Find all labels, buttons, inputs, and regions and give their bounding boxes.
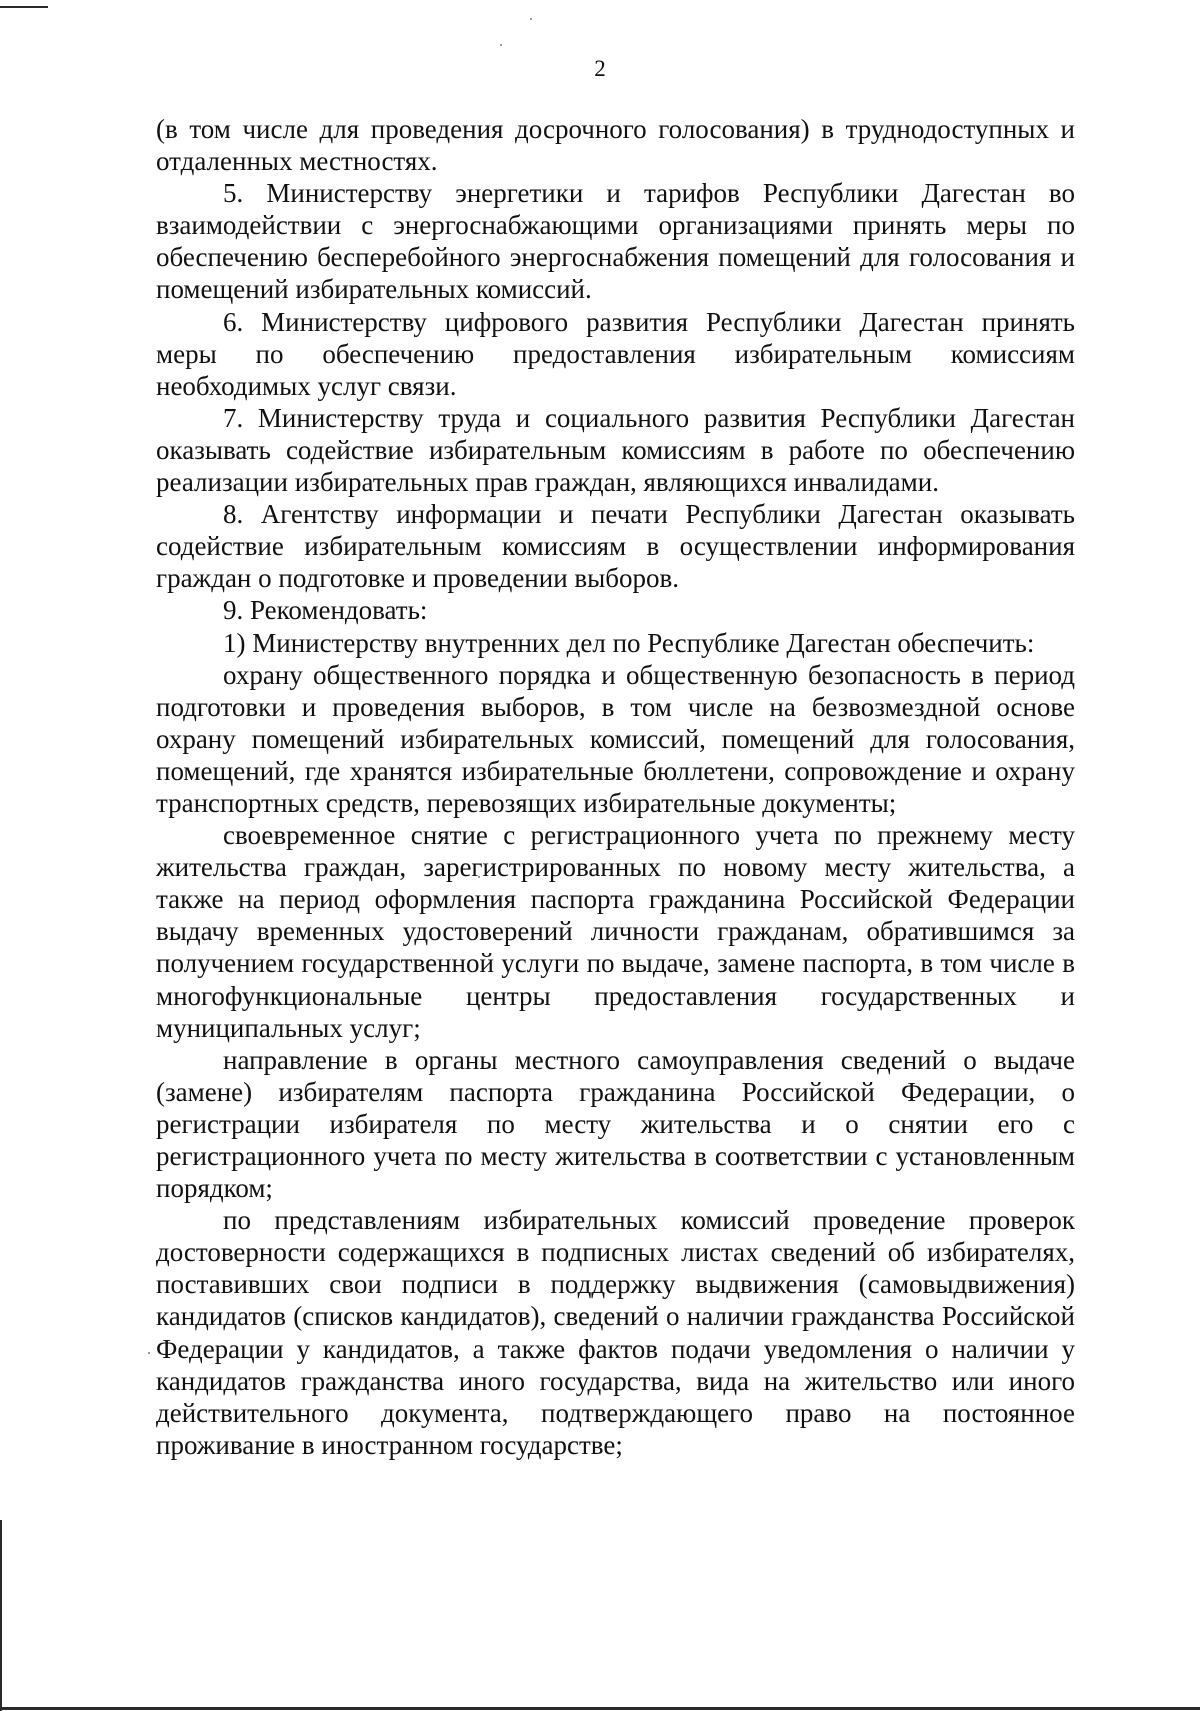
paragraph-item-7: 7. Министерству труда и социального развития Республики Дагестан оказывать содействие избирательным комиссиям в работе по обеспечению реализации избирательных прав граждан, являющихся инвалидами. bbox=[156, 402, 1075, 498]
scan-speck bbox=[500, 44, 502, 46]
document-body bbox=[156, 113, 1075, 1461]
paragraph-item-9: 9. Рекомендовать: bbox=[223, 595, 428, 626]
scan-edge-bottom bbox=[0, 1707, 1200, 1710]
paragraph: своевременное снятие с регистрационного учета по прежнему месту жительства граждан, зарегистрированных по новому месту жительства, а также на период оформления паспорта гражданина Российской Федерации выдачу временных удостоверений личности гражданам, обратившимся за получением государственной услуги по выдаче, замене паспорта, в том числе в многофункциональные центры предоставления государственных и муниципальных услуг; bbox=[156, 820, 1075, 1043]
paragraph: по представлениям избирательных комиссий проведение проверок достоверности содержащихся в подписных листах сведений об избирателях, поставивших свои подписи в поддержку выдвижения (самовыдвижения) кандидатов (списков кандидатов), сведений о наличии гражданства Российской Федерации у кандидатов, а также фактов подачи уведомления о наличии у кандидатов гражданства иного государства, вида на жительство или иного действительного документа, подтверждающего право на постоянное проживание в иностранном государстве; bbox=[156, 1205, 1075, 1460]
scan-speck bbox=[148, 1352, 150, 1354]
paragraph-item-5: 5. Министерству энергетики и тарифов Республики Дагестан во взаимодействии с энергоснабжающими организациями принять меры по обеспечению бесперебойного энергоснабжения помещений для голосования и помещений избирательных комиссий. bbox=[156, 178, 1075, 305]
scan-edge-left bbox=[0, 1520, 2, 1711]
paragraph-subitem-1: 1) Министерству внутренних дел по Республике Дагестан обеспечить: bbox=[223, 627, 1035, 658]
page-number: 2 bbox=[594, 56, 606, 81]
scan-edge-top-left bbox=[0, 6, 48, 8]
paragraph: направление в органы местного самоуправления сведений о выдаче (замене) избирателям паспорта гражданина Российской Федерации, о регистрации избирателя по месту жительства и о снятии его с регистрационного учета по месту жительства в соответствии с установленным порядком; bbox=[156, 1044, 1075, 1204]
paragraph: охрану общественного порядка и общественную безопасность в период подготовки и проведения выборов, в том числе на безвозмездной основе охрану помещений избирательных комиссий, помещений для голосования, помещений, где хранятся избирательные бюллетени, сопровождение и охрану транспортных средств, перевозящих избирательные документы; bbox=[156, 659, 1075, 818]
paragraph-item-8: 8. Агентству информации и печати Республики Дагестан оказывать содействие избирательным комиссиям в осуществлении информирования граждан о подготовке и проведении выборов. bbox=[156, 499, 1075, 594]
paragraph: (в том числе для проведения досрочного голосования) в труднодоступных и отдаленных местностях. bbox=[156, 114, 1075, 177]
scan-speck bbox=[530, 18, 532, 20]
paragraph-item-6: 6. Министерству цифрового развития Республики Дагестан принять меры по обеспечению предоставления избирательным комиссиям необходимых услуг связи. bbox=[156, 306, 1075, 401]
